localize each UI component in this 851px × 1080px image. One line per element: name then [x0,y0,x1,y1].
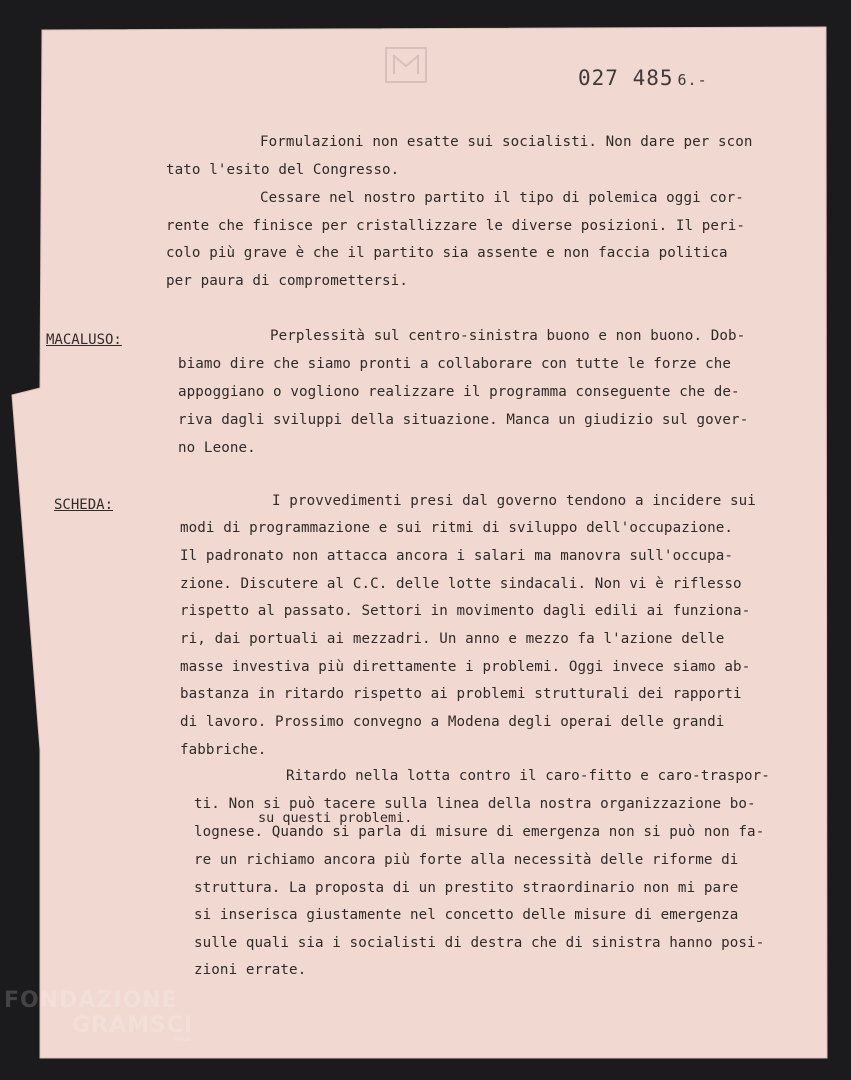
text-line: lognese. Quando si parla di misure di emergenza non si può non fa- [194,824,765,840]
text-line: per paura di compromettersi. [166,273,408,289]
text-line: Ritardo nella lotta contro il caro-fitto e caro-traspor- [286,768,770,784]
speaker-label-scheda: SCHEDA: [54,497,114,513]
watermark-line-1: FONDAZIONE [4,988,178,1013]
text-line: Il padronato non attacca ancora i salari ma manovra sull'occupa- [180,548,734,564]
text-line: bastanza in ritardo rispetto ai problemi strutturali dei rapporti [180,686,742,702]
text-line: struttura. La proposta di un prestito straordinario non mi pare [194,880,739,896]
text-line: Formulazioni non esatte sui socialisti. Non dare per scon [260,134,753,150]
fondazione-gramsci-watermark [4,988,193,1043]
text-line: zione. Discutere al C.C. delle lotte sindacali. Non vi è riflesso [180,576,742,592]
text-line: rente che finisce per cristallizzare le diverse posizioni. Il peri- [166,218,745,234]
watermark-sub: onlus [174,1036,191,1043]
text-line: colo più grave è che il partito sia assente e non faccia politica [166,245,728,261]
page-number [578,66,708,90]
text-line: re un richiamo ancora più forte alla necessità delle riforme di [194,852,739,868]
text-line: riva dagli sviluppi della situazione. Manca un giudizio sul gover- [178,412,749,428]
archive-code: 027 485 [578,66,674,90]
text-line: di lavoro. Prossimo convegno a Modena degli operai delle grandi [180,714,725,730]
text-line: rispetto al passato. Settori in movimento dagli edili ai funziona- [180,603,751,619]
watermark-line-2: GRAMSCI [72,1013,194,1038]
text-line: sulle quali sia i socialisti di destra che di sinistra hanno posi- [194,935,765,951]
text-line: tato l'esito del Congresso. [166,162,400,178]
text-line: Cessare nel nostro partito il tipo di polemica oggi cor- [260,190,744,206]
speaker-label-macaluso: MACALUSO: [46,332,122,348]
text-line: biamo dire che siamo pronti a collaborare con tutte le forze che [178,356,732,372]
page-suffix: 6.- [677,71,708,89]
text-line: masse investiva più direttamente i problemi. Oggi invece siamo ab- [180,659,751,675]
archive-stamp-icon [380,40,432,92]
text-line: I provvedimenti presi dal governo tendono a incidere sui [272,493,756,509]
text-line: si inserisca giustamente nel concetto delle misure di emergenza [194,907,739,923]
text-line: fabbriche. [180,742,267,758]
text-line: ri, dai portuali ai mezzadri. Un anno e mezzo fa l'azione delle [180,631,725,647]
text-line: no Leone. [178,440,256,456]
interlinear-insertion: su questi problemi. [258,810,413,826]
text-line: modi di programmazione e sui ritmi di sviluppo dell'occupazione. [180,520,734,536]
text-line: ti. Non si può tacere sulla linea della nostra organizzazione bo- [194,796,756,812]
text-line: appoggiano o vogliono realizzare il programma conseguente che de- [178,384,740,400]
text-line: Perplessità sul centro-sinistra buono e non buono. Dob- [270,328,746,344]
text-line: zioni errate. [194,962,307,978]
